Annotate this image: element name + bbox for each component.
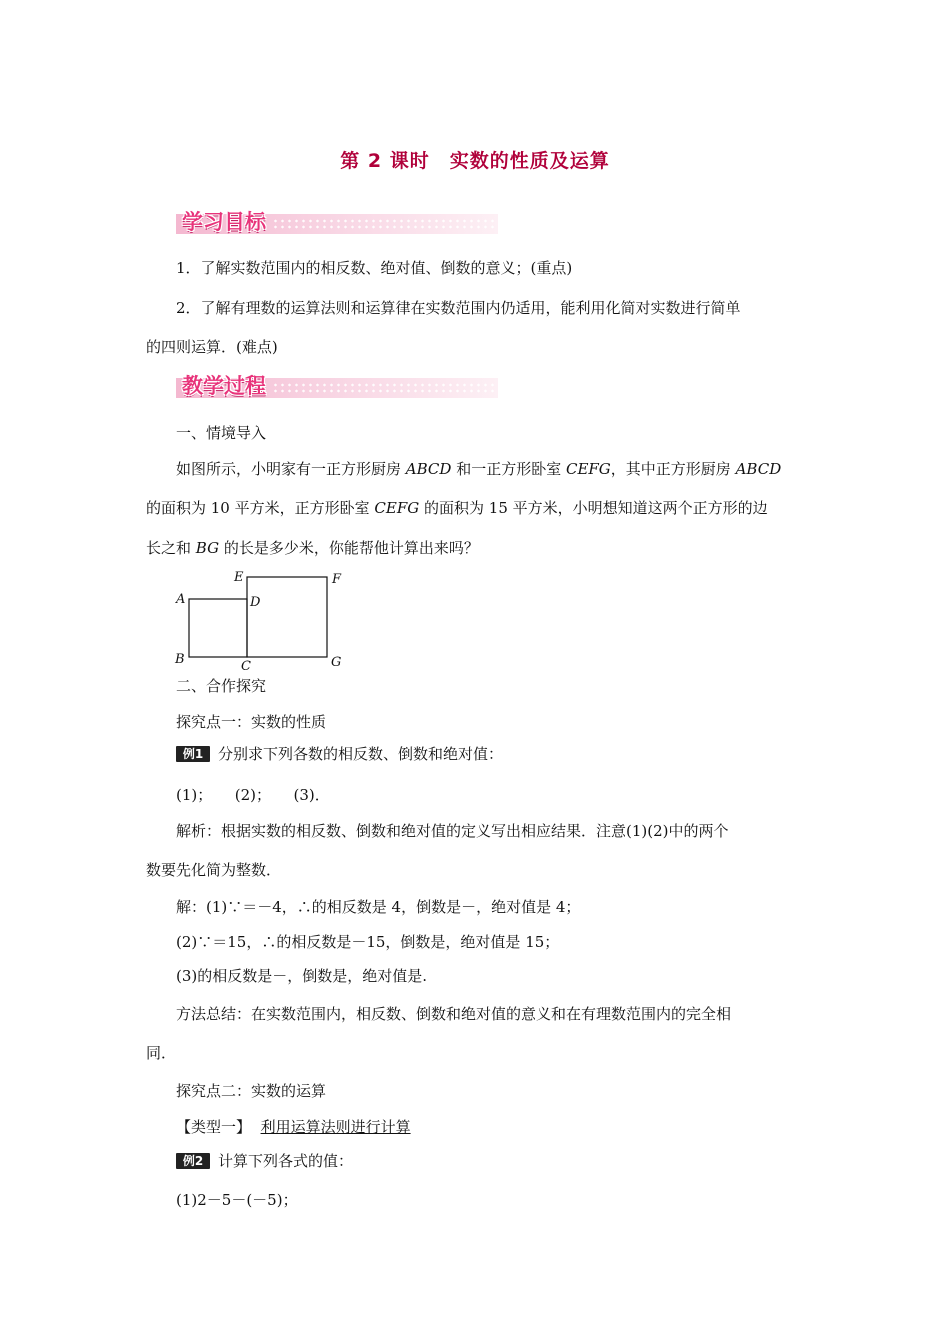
square-cefg-label: CEFG: [565, 460, 611, 478]
squares-figure: [170, 566, 360, 676]
analysis-line-2: 数要先化简为整数．: [146, 861, 282, 879]
goals-banner: [176, 206, 498, 236]
point-c-label: C: [241, 659, 251, 674]
text-run: 的面积为 10 平方米，正方形卧室: [146, 499, 375, 517]
square-cefg: [247, 577, 327, 657]
example-2: [176, 1151, 353, 1171]
example-1-text: 分别求下列各数的相反数、倒数和绝对值：: [218, 745, 504, 763]
process-banner: [176, 370, 498, 400]
analysis-line-1: 解析：根据实数的相反数、倒数和绝对值的定义写出相应结果．注意(1)(2)中的两个: [176, 822, 729, 840]
banner-dots: [272, 382, 498, 394]
text-run: 如图所示，小明家有一正方形厨房: [176, 460, 406, 478]
solution-1: 解：(1)∵＝－4，∴的相反数是 4，倒数是－，绝对值是 4；: [176, 898, 581, 916]
explore-point-2: 探究点二：实数的运算: [176, 1082, 327, 1100]
explore-point-1: 探究点一：实数的性质: [176, 713, 327, 731]
point-e-label: E: [234, 570, 244, 585]
point-f-label: F: [332, 572, 342, 587]
square-abcd-label: ABCD: [405, 460, 452, 478]
type-1-title: 利用运算法则进行计算: [260, 1118, 411, 1136]
process-banner-label: 教学过程: [182, 374, 266, 398]
text-run: 和一正方形卧室: [451, 460, 566, 478]
scenario-line-2: [146, 498, 768, 518]
point-g-label: G: [331, 655, 342, 670]
solution-3: (3)的相反数是－，倒数是，绝对值是.: [176, 967, 428, 985]
scenario-line-3: [146, 538, 479, 558]
example-2-text: 计算下列各式的值：: [218, 1152, 354, 1170]
banner-dots: [272, 218, 498, 230]
type-1: [176, 1117, 411, 1137]
type-1-tag: 【类型一】: [176, 1118, 252, 1136]
point-b-label: B: [175, 652, 185, 667]
method-summary-line-1: 方法总结：在实数范围内，相反数、倒数和绝对值的意义和在有理数范围内的完全相: [176, 1005, 732, 1023]
scenario-line-1: [176, 459, 781, 479]
text-run: 长之和: [146, 539, 196, 557]
goal-1: 1．了解实数范围内的相反数、绝对值、倒数的意义；(重点): [176, 259, 573, 277]
goal-2-line1: 2．了解有理数的运算法则和运算律在实数范围内仍适用，能利用化简对实数进行简单: [176, 299, 741, 317]
square-abcd: [189, 599, 247, 657]
text-run: 的长是多少米，你能帮他计算出来吗？: [219, 539, 479, 557]
segment-bg-label: BG: [195, 539, 220, 557]
goals-banner-label: 学习目标: [182, 210, 266, 234]
example-2-tag: 例2: [176, 1153, 210, 1169]
section-2-heading: 二、合作探究: [176, 677, 267, 695]
text-run: ，其中正方形厨房: [610, 460, 736, 478]
square-cefg-label: CEFG: [374, 499, 420, 517]
example-1-tag: 例1: [176, 746, 210, 762]
square-abcd-label: ABCD: [735, 460, 782, 478]
method-summary-line-2: 同．: [146, 1044, 177, 1062]
solution-2: (2)∵＝15，∴的相反数是－15，倒数是，绝对值是 15；: [176, 933, 560, 951]
example-1: [176, 744, 503, 764]
point-d-label: D: [250, 595, 261, 610]
section-1-heading: 一、情境导入: [176, 424, 267, 442]
example-1-items: (1)； (2)； (3)．: [176, 786, 330, 804]
text-run: 的面积为 15 平方米，小明想知道这两个正方形的边: [419, 499, 768, 517]
lesson-title: 第 2 课时 实数的性质及运算: [340, 150, 610, 172]
point-a-label: A: [176, 592, 186, 607]
example-2-item-1: (1)2－5－(－5)；: [176, 1191, 298, 1209]
goal-2-line2: 的四则运算．(难点): [146, 338, 278, 356]
